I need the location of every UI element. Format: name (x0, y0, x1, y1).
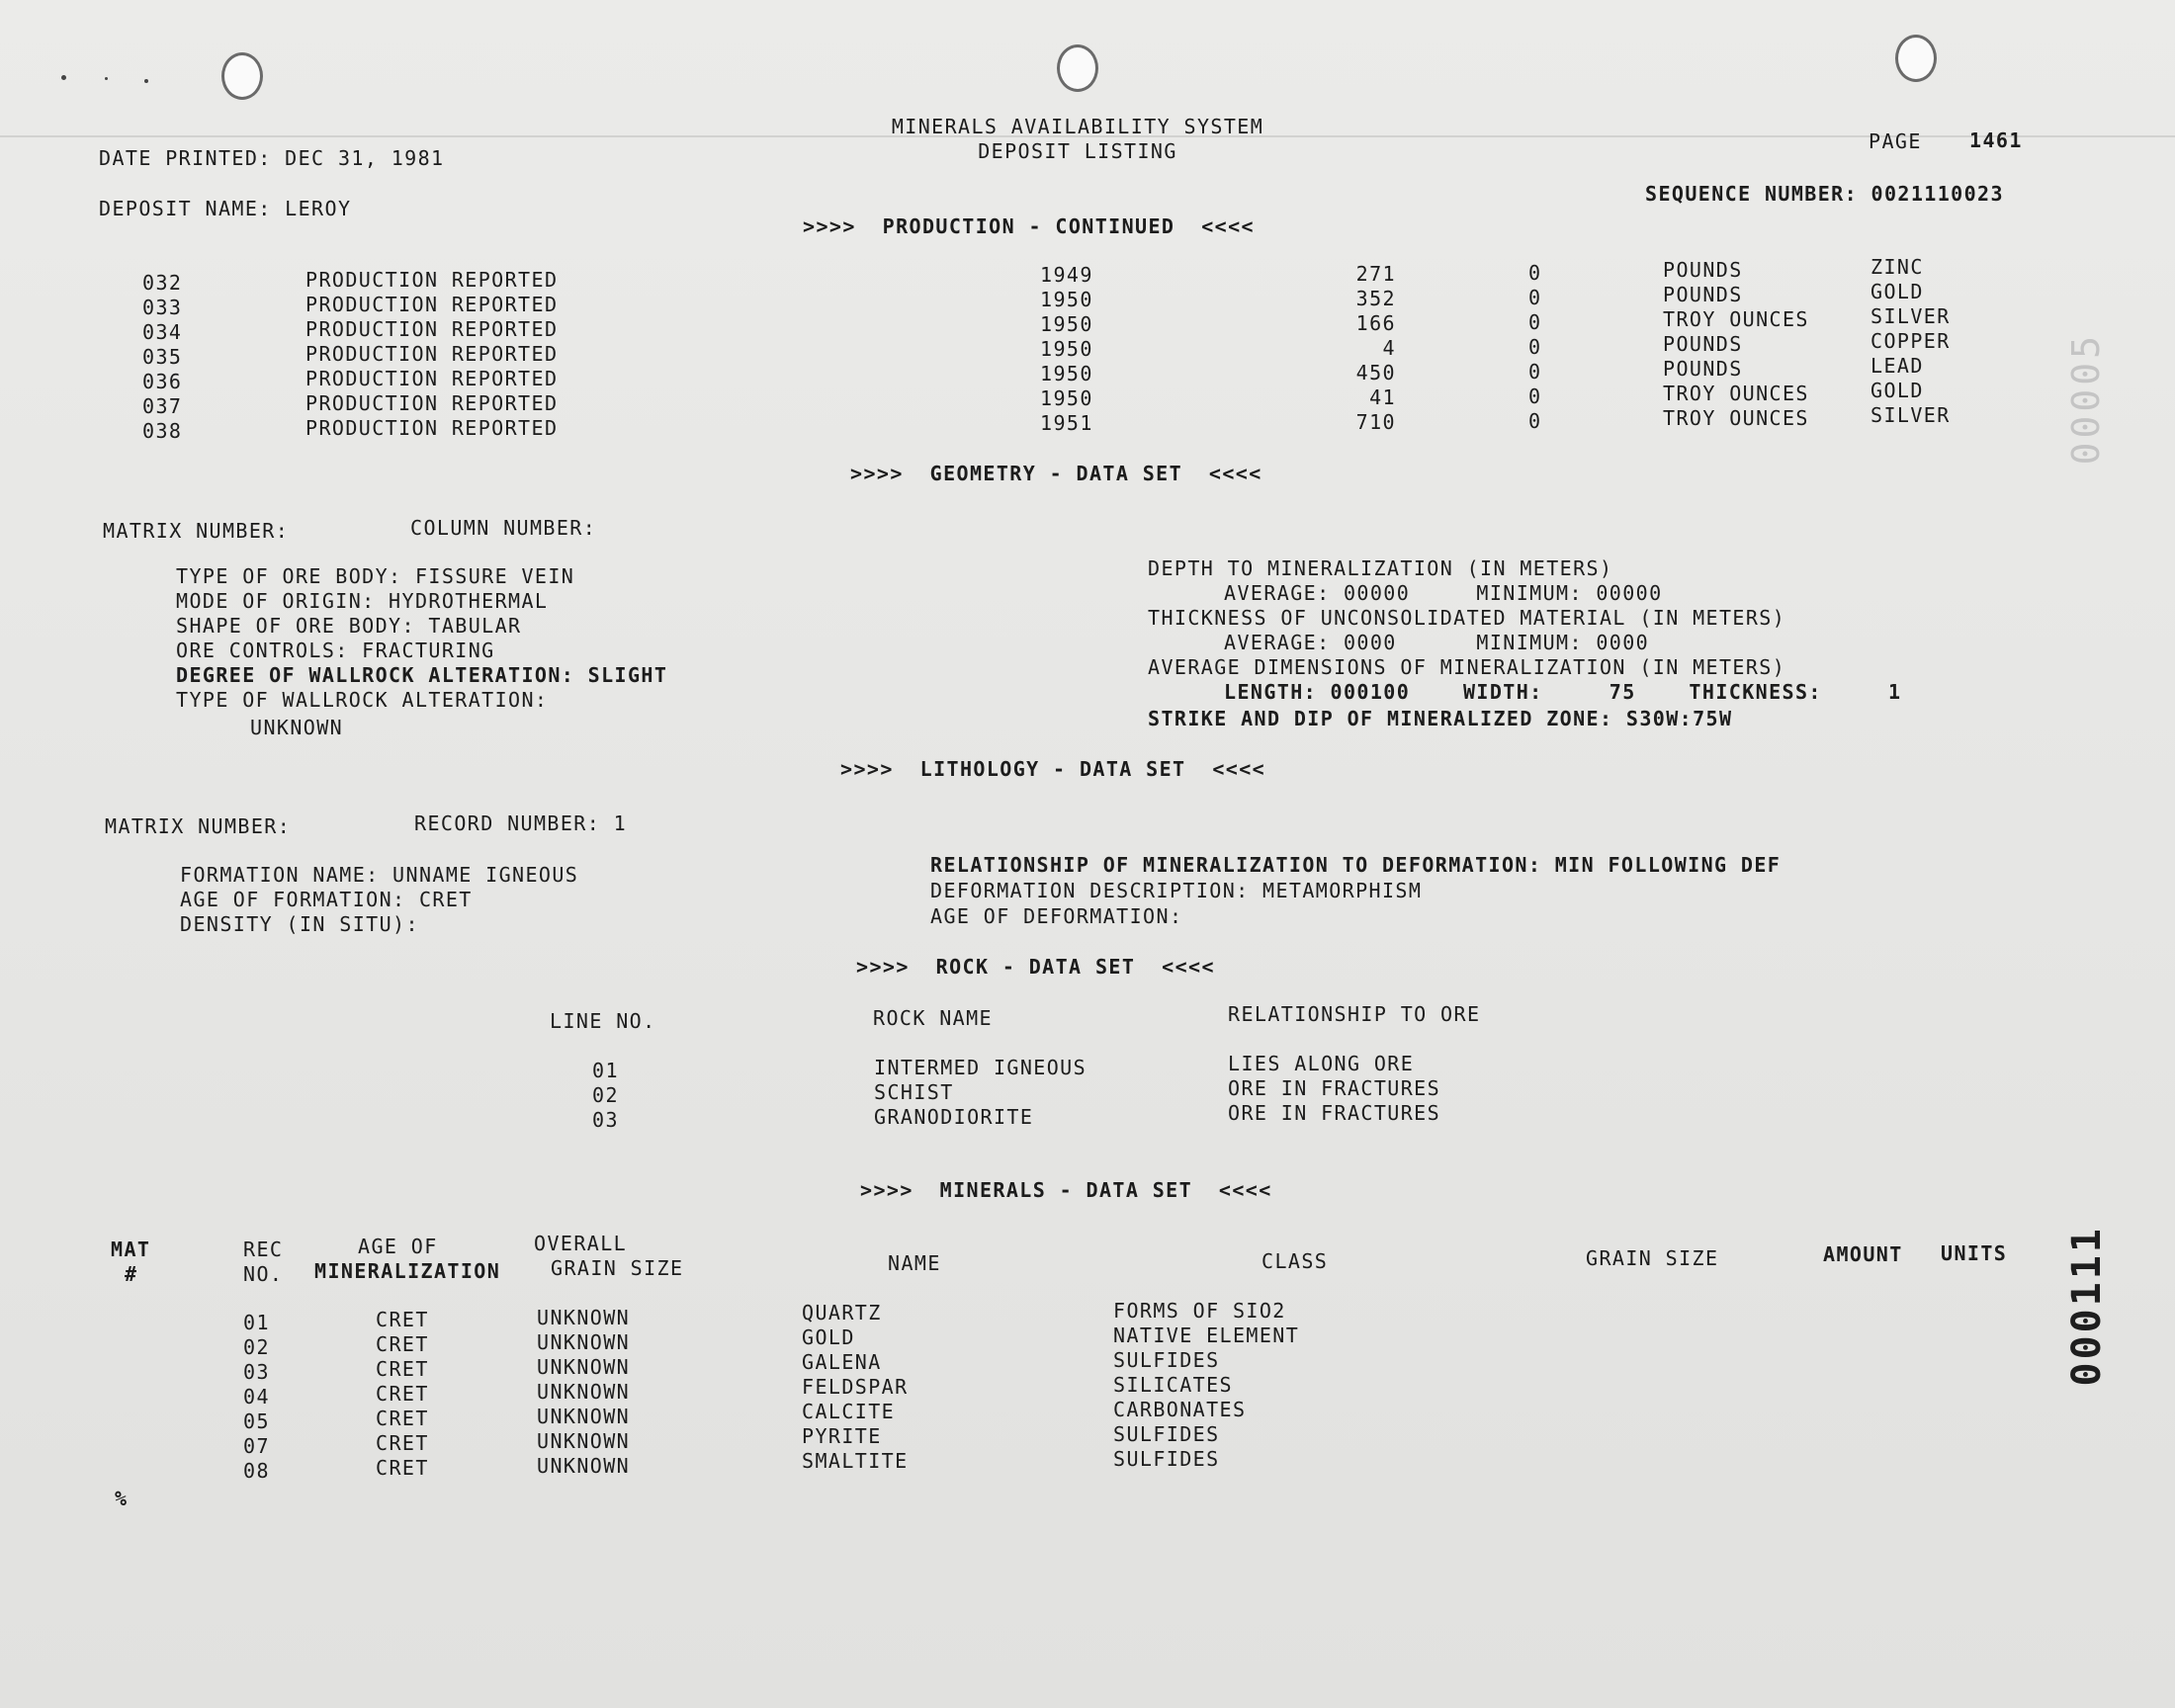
age-of-formation: AGE OF FORMATION: CRET (180, 888, 473, 911)
rock-col-name: ROCK NAME (873, 1006, 993, 1030)
minerals-col-units: UNITS (1941, 1241, 2008, 1265)
mineral-age: CRET (376, 1332, 429, 1356)
rock-line-no: 02 (592, 1083, 619, 1107)
punch-hole (1057, 44, 1098, 92)
mineral-rec-no: 03 (243, 1360, 270, 1384)
wallrock-alteration-type-label: TYPE OF WALLROCK ALTERATION: (176, 688, 549, 712)
mineral-class: SULFIDES (1113, 1447, 1220, 1471)
system-title: MINERALS AVAILABILITY SYSTEM (891, 115, 1264, 138)
mineral-rec-no: 08 (243, 1459, 270, 1483)
production-unit: POUNDS (1663, 357, 1743, 381)
production-unit: TROY OUNCES (1663, 382, 1809, 405)
mineral-rec-no: 05 (243, 1409, 270, 1433)
production-zero: 0 (1528, 261, 1542, 285)
mineral-rec-no: 04 (243, 1385, 270, 1409)
lithology-record-label: RECORD NUMBER: 1 (414, 811, 628, 835)
mineral-name: GALENA (802, 1350, 882, 1374)
formation-name: FORMATION NAME: UNNAME IGNEOUS (180, 863, 579, 887)
production-commodity: GOLD (1870, 379, 1924, 402)
mineral-grain-size: UNKNOWN (537, 1454, 631, 1478)
rec-number: 033 (142, 296, 183, 319)
production-zero: 0 (1528, 360, 1542, 384)
ink-speck (105, 77, 108, 80)
production-year: 1950 (1040, 288, 1093, 311)
production-heading: >>>> PRODUCTION - CONTINUED <<<< (803, 214, 1255, 238)
mineral-grain-size: UNKNOWN (537, 1429, 631, 1453)
dimensions-label: AVERAGE DIMENSIONS OF MINERALIZATION (IN METERS) (1148, 655, 1786, 679)
mineral-rec-no: 07 (243, 1434, 270, 1458)
production-desc: PRODUCTION REPORTED (305, 293, 559, 316)
mineral-age: CRET (376, 1308, 429, 1331)
mineral-class: SULFIDES (1113, 1348, 1220, 1372)
rock-relationship: LIES ALONG ORE (1228, 1052, 1415, 1075)
depth-label: DEPTH TO MINERALIZATION (IN METERS) (1148, 556, 1613, 580)
mineral-age: CRET (376, 1382, 429, 1406)
minerals-col-overall-grain-size: GRAIN SIZE (551, 1256, 684, 1280)
end-of-listing-mark: % (115, 1487, 129, 1510)
production-unit: POUNDS (1663, 332, 1743, 356)
minerals-col-grain-size: GRAIN SIZE (1586, 1246, 1719, 1270)
production-commodity: ZINC (1870, 255, 1924, 279)
production-year: 1950 (1040, 312, 1093, 336)
production-commodity: COPPER (1870, 329, 1951, 353)
mineral-class: SULFIDES (1113, 1422, 1220, 1446)
rock-name: INTERMED IGNEOUS (874, 1056, 1088, 1079)
mineral-name: PYRITE (802, 1424, 882, 1448)
production-unit: TROY OUNCES (1663, 406, 1809, 430)
strike-and-dip: STRIKE AND DIP OF MINERALIZED ZONE: S30W:75W (1148, 707, 1733, 730)
page-label: PAGE (1869, 129, 1922, 153)
rec-number: 034 (142, 320, 183, 344)
production-commodity: SILVER (1870, 403, 1951, 427)
rock-heading: >>>> ROCK - DATA SET <<<< (856, 955, 1215, 979)
ink-speck (144, 79, 148, 83)
minerals-col-class: CLASS (1262, 1249, 1329, 1273)
minerals-col-amount: AMOUNT (1823, 1242, 1903, 1266)
rock-col-relationship: RELATIONSHIP TO ORE (1228, 1002, 1481, 1026)
mineral-grain-size: UNKNOWN (537, 1355, 631, 1379)
production-zero: 0 (1528, 310, 1542, 334)
mineral-grain-size: UNKNOWN (537, 1330, 631, 1354)
mineral-class: CARBONATES (1113, 1398, 1247, 1421)
margin-stamp-upper: 00005 (2064, 332, 2108, 466)
rock-line-no: 01 (592, 1059, 619, 1082)
age-of-deformation: AGE OF DEFORMATION: (930, 904, 1183, 928)
mode-of-origin: MODE OF ORIGIN: HYDROTHERMAL (176, 589, 549, 613)
production-desc: PRODUCTION REPORTED (305, 342, 559, 366)
mineral-rec-no: 01 (243, 1311, 270, 1334)
minerals-col-age-of: AGE OF (358, 1235, 438, 1258)
production-qty: 352 (1355, 287, 1396, 310)
minerals-col-mat-hash: # (125, 1262, 138, 1286)
mineral-name: FELDSPAR (802, 1375, 909, 1399)
ore-controls: ORE CONTROLS: FRACTURING (176, 639, 495, 662)
rec-number: 037 (142, 394, 183, 418)
lithology-matrix-label: MATRIX NUMBER: (105, 814, 292, 838)
rock-line-no: 03 (592, 1108, 619, 1132)
mineral-rec-no: 02 (243, 1335, 270, 1359)
production-commodity: SILVER (1870, 304, 1951, 328)
rec-number: 035 (142, 345, 183, 369)
dimensions-values: LENGTH: 000100 WIDTH: 75 THICKNESS: 1 (1224, 680, 1902, 704)
mineral-age: CRET (376, 1431, 429, 1455)
production-qty: 41 (1369, 385, 1396, 409)
geometry-matrix-label: MATRIX NUMBER: (103, 519, 290, 543)
rock-name: SCHIST (874, 1080, 954, 1104)
production-zero: 0 (1528, 384, 1542, 408)
minerals-col-rec-no: NO. (243, 1262, 284, 1286)
rec-number: 032 (142, 271, 183, 295)
mineral-age: CRET (376, 1456, 429, 1480)
production-qty: 450 (1355, 361, 1396, 384)
ore-body-type: TYPE OF ORE BODY: FISSURE VEIN (176, 564, 575, 588)
rock-relationship: ORE IN FRACTURES (1228, 1101, 1441, 1125)
minerals-col-rec: REC (243, 1238, 284, 1261)
ore-body-shape: SHAPE OF ORE BODY: TABULAR (176, 614, 522, 638)
rec-number: 036 (142, 370, 183, 393)
deformation-description: DEFORMATION DESCRIPTION: METAMORPHISM (930, 879, 1423, 902)
depth-values: AVERAGE: 00000 MINIMUM: 00000 (1224, 581, 1663, 605)
production-year: 1949 (1040, 263, 1093, 287)
wallrock-alteration-degree: DEGREE OF WALLROCK ALTERATION: SLIGHT (176, 663, 668, 687)
mineral-class: FORMS OF SIO2 (1113, 1299, 1286, 1323)
production-desc: PRODUCTION REPORTED (305, 268, 559, 292)
production-year: 1950 (1040, 386, 1093, 410)
density-in-situ: DENSITY (IN SITU): (180, 912, 419, 936)
production-year: 1950 (1040, 362, 1093, 385)
mineral-grain-size: UNKNOWN (537, 1405, 631, 1428)
production-zero: 0 (1528, 335, 1542, 359)
date-printed: DATE PRINTED: DEC 31, 1981 (99, 146, 445, 170)
minerals-col-mat: MAT (111, 1238, 151, 1261)
geometry-column-label: COLUMN NUMBER: (410, 516, 597, 540)
mineral-name: QUARTZ (802, 1301, 882, 1324)
production-commodity: LEAD (1870, 354, 1924, 378)
punch-hole (1895, 35, 1937, 82)
production-qty: 166 (1355, 311, 1396, 335)
mineral-grain-size: UNKNOWN (537, 1380, 631, 1404)
listing-title: DEPOSIT LISTING (978, 139, 1177, 163)
lithology-heading: >>>> LITHOLOGY - DATA SET <<<< (840, 757, 1266, 781)
mineral-name: CALCITE (802, 1400, 896, 1423)
mineral-class: SILICATES (1113, 1373, 1233, 1397)
rock-relationship: ORE IN FRACTURES (1228, 1076, 1441, 1100)
production-commodity: GOLD (1870, 280, 1924, 303)
geometry-heading: >>>> GEOMETRY - DATA SET <<<< (850, 462, 1262, 485)
production-zero: 0 (1528, 409, 1542, 433)
production-unit: POUNDS (1663, 283, 1743, 306)
rec-number: 038 (142, 419, 183, 443)
production-qty: 710 (1355, 410, 1396, 434)
mineral-name: GOLD (802, 1325, 855, 1349)
mineral-name: SMALTITE (802, 1449, 909, 1473)
margin-stamp-lower: 000111 (2064, 1226, 2110, 1387)
thickness-label: THICKNESS OF UNCONSOLIDATED MATERIAL (IN METERS) (1148, 606, 1786, 630)
production-desc: PRODUCTION REPORTED (305, 367, 559, 390)
minerals-col-overall: OVERALL (534, 1232, 628, 1255)
mineral-age: CRET (376, 1357, 429, 1381)
production-unit: TROY OUNCES (1663, 307, 1809, 331)
production-desc: PRODUCTION REPORTED (305, 391, 559, 415)
punch-hole (221, 52, 263, 100)
production-qty: 271 (1355, 262, 1396, 286)
production-zero: 0 (1528, 286, 1542, 309)
page-number: 1461 (1969, 128, 2023, 152)
rock-col-line-no: LINE NO. (550, 1009, 656, 1033)
minerals-col-name: NAME (888, 1251, 941, 1275)
deposit-name: DEPOSIT NAME: LEROY (99, 197, 352, 220)
production-year: 1951 (1040, 411, 1093, 435)
production-desc: PRODUCTION REPORTED (305, 416, 559, 440)
production-qty: 4 (1382, 336, 1396, 360)
mineralization-deformation-relationship: RELATIONSHIP OF MINERALIZATION TO DEFORMATION: MIN FOLLOWING DEF (930, 853, 1782, 877)
mineral-class: NATIVE ELEMENT (1113, 1324, 1300, 1347)
mineral-grain-size: UNKNOWN (537, 1306, 631, 1329)
sequence-number: SEQUENCE NUMBER: 0021110023 (1645, 182, 2004, 206)
ink-speck (61, 75, 66, 80)
minerals-col-mineralization: MINERALIZATION (314, 1259, 501, 1283)
production-desc: PRODUCTION REPORTED (305, 317, 559, 341)
thickness-values: AVERAGE: 0000 MINIMUM: 0000 (1224, 631, 1650, 654)
minerals-heading: >>>> MINERALS - DATA SET <<<< (860, 1178, 1272, 1202)
production-unit: POUNDS (1663, 258, 1743, 282)
rock-name: GRANODIORITE (874, 1105, 1034, 1129)
mineral-age: CRET (376, 1407, 429, 1430)
production-year: 1950 (1040, 337, 1093, 361)
wallrock-alteration-type-value: UNKNOWN (250, 716, 344, 739)
